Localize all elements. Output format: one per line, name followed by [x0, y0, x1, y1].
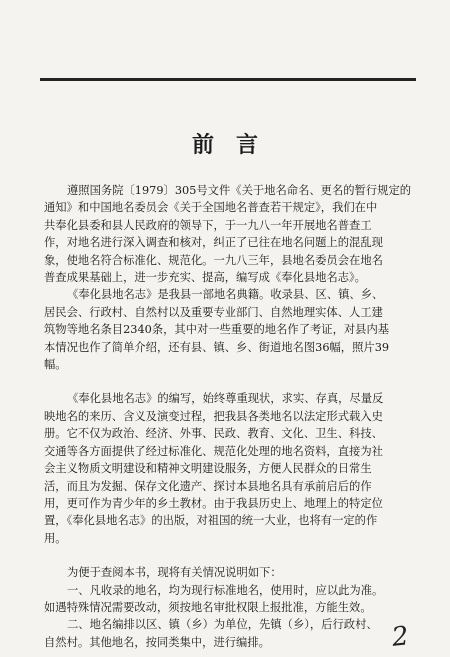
text-line: 册。它不仅为政治、经济、外事、民政、教育、文化、卫生、科技、: [44, 427, 383, 441]
text-line: 《奉化县地名志》是我县一部地名典籍。收录县、区、镇、乡、: [67, 288, 384, 302]
paragraph-1: [44, 182, 417, 286]
text-line: 用，更可作为青少年的乡土教材。由于我县历史上、地理上的特定位: [44, 496, 383, 510]
body-text: [44, 182, 417, 651]
text-line: 本情况也作了简单介绍，还有县、镇、乡、街道地名图36幅，照片39: [44, 340, 390, 354]
text-line: 二、地名编排以区、镇（乡）为单位，先镇（乡），后行政村、: [67, 618, 378, 632]
text-line: 遵照国务院〔1979〕305号文件《关于地名命名、更名的暂行规定的: [67, 184, 412, 197]
text-line: 幅。: [44, 358, 67, 372]
text-line: 居民会、行政村、自然村以及重要专业部门、自然地理实体、人工建: [44, 305, 383, 319]
text-line: 会主义物质文明建设和精神文明建设服务，方便人民群众的日常生: [44, 462, 372, 476]
text-line: 置，《奉化县地名志》的出版，对祖国的统一大业，也将有一定的作: [44, 514, 378, 528]
text-line: 用。: [44, 531, 67, 545]
text-line: 共奉化县委和县人民政府的领导下，于一九八一年开展地名普查工: [44, 218, 372, 232]
text-line: 活，而且为发掘、保存文化遗产、探讨本县地名具有承前启后的作: [44, 479, 372, 493]
top-rule: [40, 78, 416, 81]
handwritten-page-mark: 2: [390, 621, 411, 653]
text-line: 通知》和中国地名委员会《关于全国地名普查若干规定》，我们在中: [44, 201, 378, 215]
text-line: 如遇特殊情况需要改动，须按地名审批权限上报批准，方能生效。: [44, 600, 372, 614]
text-line: 作，对地名进行深入调查和核对，纠正了已往在地名问题上的混乱现: [44, 236, 383, 250]
page-title: 前言: [191, 132, 280, 158]
paragraph-2: [44, 286, 417, 373]
paragraph-3: [44, 390, 417, 547]
text-line: 交通等各方面提供了经过标准化、规范化处理的地名资料，直接为社: [44, 444, 383, 458]
text-line: 一、凡收录的地名，均为现行标准地名，使用时，应以此为准。: [67, 583, 384, 597]
text-line: 普查成果基础上，进一步充实、提高，编写成《奉化县地名志》。: [44, 271, 366, 285]
paragraph-4: [44, 564, 417, 651]
text-line: 筑物等地名条目2340条，其中对一些重要的地名作了考证，对县内基: [44, 323, 390, 337]
text-line: 映地名的来历、含义及演变过程，把我县各类地名以法定形式载入史: [44, 409, 383, 423]
text-line: 《奉化县地名志》的编写，始终尊重现状，求实、存真，尽量反: [67, 392, 384, 406]
text-line: 为便于查阅本书，现将有关情况说明如下：: [67, 566, 282, 580]
text-line: 自然村。其他地名，按同类集中，进行编排。: [44, 635, 270, 649]
text-line: 象，使地名符合标准化、规范化。一九八三年，县地名委员会在地名: [44, 253, 383, 267]
